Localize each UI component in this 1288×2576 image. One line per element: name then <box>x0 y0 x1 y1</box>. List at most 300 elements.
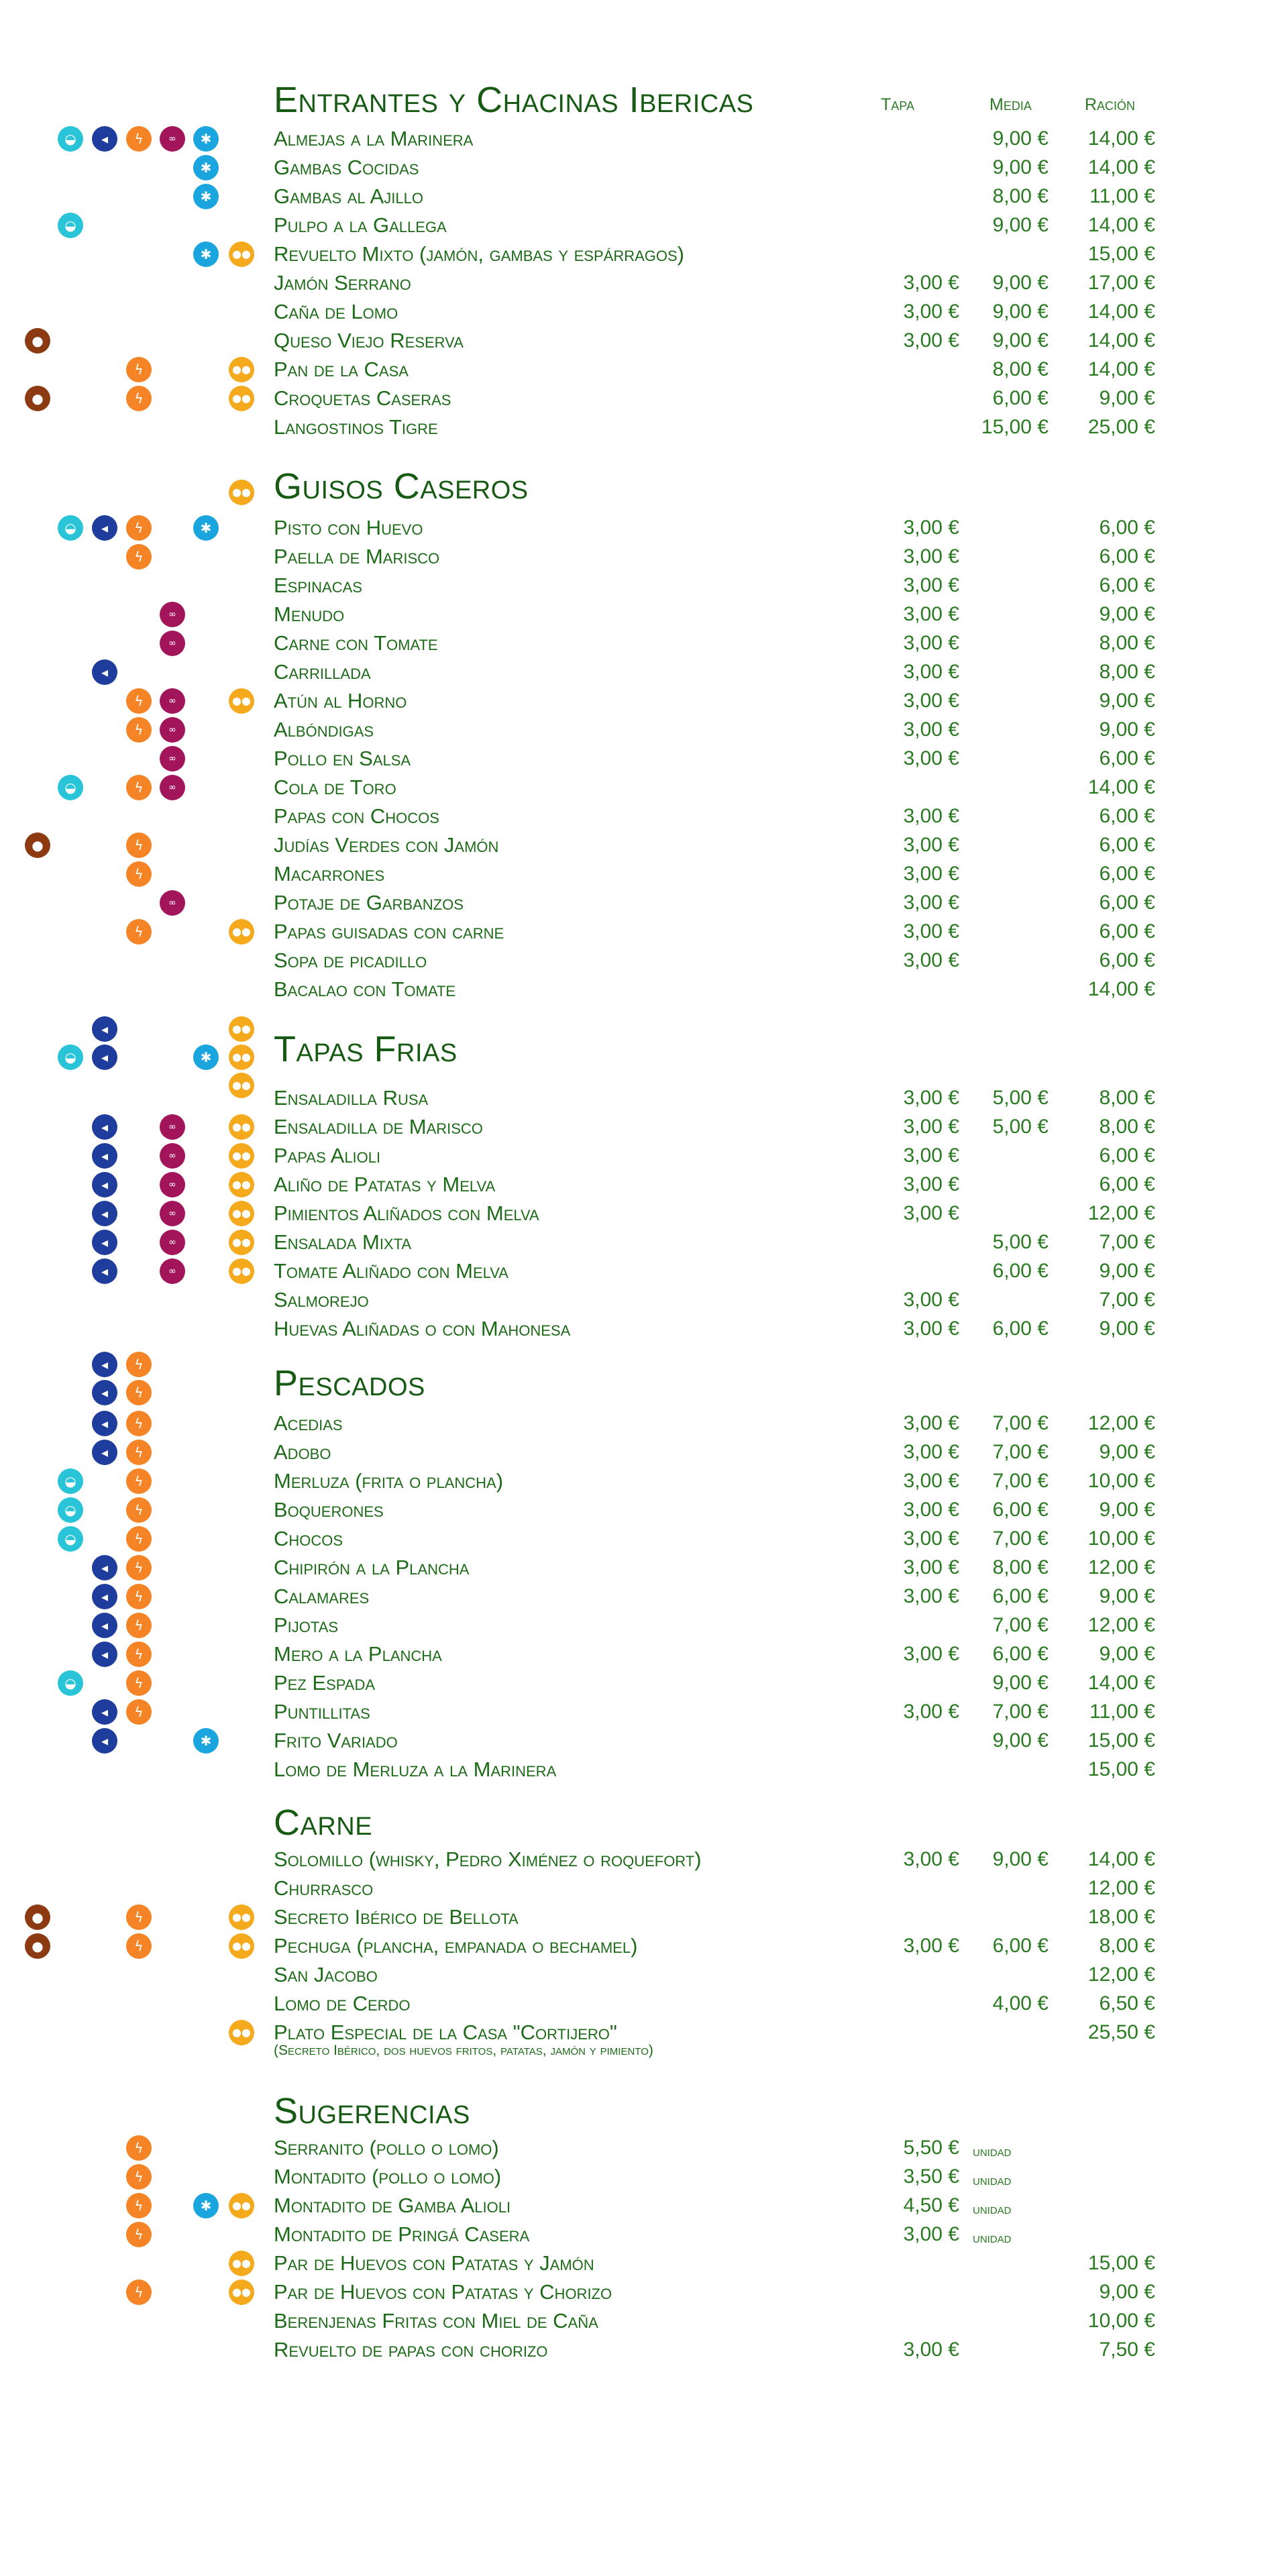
column-header-racion: Ración <box>1085 95 1136 114</box>
item-name: Carrillada <box>274 660 371 684</box>
list-item <box>0 1173 1288 1202</box>
wheat-icon: ϟ <box>126 861 152 887</box>
item-name: Pimientos Aliñados con Melva <box>274 1201 539 1225</box>
sulfites-icon: ∞ <box>160 746 185 771</box>
list-item <box>0 387 1288 416</box>
list-item <box>0 1672 1288 1701</box>
list-item <box>0 1231 1288 1260</box>
nuts-icon: ● <box>25 1933 50 1959</box>
sulfites-icon: ∞ <box>160 1143 185 1169</box>
egg-icon: ●● <box>229 1258 254 1284</box>
crab-icon: ✱ <box>193 1728 219 1754</box>
price-racion: 9,00 € <box>1099 387 1155 409</box>
sulfites-icon: ∞ <box>160 1258 185 1284</box>
item-name: Papas con Chocos <box>274 804 439 828</box>
price-racion: 7,00 € <box>1099 1231 1155 1253</box>
price-media: 8,00 € <box>992 1556 1049 1578</box>
price-racion: 6,00 € <box>1099 1173 1155 1195</box>
egg-icon: ●● <box>229 1143 254 1169</box>
price-racion: 14,00 € <box>1087 214 1155 236</box>
list-item <box>0 1527 1288 1556</box>
fish-icon: ◂ <box>92 1584 117 1609</box>
price-media: 9,00 € <box>992 272 1049 294</box>
wheat-icon: ϟ <box>126 1380 152 1405</box>
price-racion: 6,00 € <box>1099 805 1155 827</box>
section-title: Pescados <box>274 1363 425 1403</box>
price-racion: 7,50 € <box>1099 2339 1155 2361</box>
crab-icon: ✱ <box>193 2193 219 2218</box>
fish-icon: ◂ <box>92 659 117 685</box>
price-racion: 12,00 € <box>1087 1964 1155 1986</box>
item-name: Par de Huevos con Patatas y Chorizo <box>274 2280 612 2304</box>
fish-icon: ◂ <box>92 1642 117 1667</box>
price-racion: 14,00 € <box>1087 156 1155 178</box>
wheat-icon: ϟ <box>126 1642 152 1667</box>
price-racion: 6,00 € <box>1099 834 1155 856</box>
wheat-icon: ϟ <box>126 717 152 743</box>
shell-icon: ◒ <box>58 1468 83 1494</box>
section-title: Sugerencias <box>274 2091 470 2131</box>
sulfites-icon: ∞ <box>160 717 185 743</box>
list-item <box>0 2137 1288 2165</box>
shell-icon: ◒ <box>58 1497 83 1523</box>
price-racion: 6,00 € <box>1099 892 1155 914</box>
egg-icon: ●● <box>229 386 254 411</box>
egg-icon: ●● <box>229 357 254 382</box>
price-racion: 25,50 € <box>1087 2021 1155 2043</box>
list-item <box>0 243 1288 272</box>
item-name: San Jacobo <box>274 1963 378 1986</box>
price-media: 9,00 € <box>992 301 1049 323</box>
price-media: 7,00 € <box>992 1527 1049 1550</box>
sulfites-icon: ∞ <box>160 1230 185 1255</box>
item-name: Lomo de Merluza a la Marinera <box>274 1758 557 1781</box>
price-racion: 17,00 € <box>1087 272 1155 294</box>
item-name: Churrasco <box>274 1876 374 1900</box>
list-item <box>0 805 1288 834</box>
price-racion: 14,00 € <box>1087 1672 1155 1694</box>
price-media: 8,00 € <box>992 185 1049 207</box>
list-item <box>0 185 1288 214</box>
price-tapa: 3,00 € <box>903 661 959 683</box>
shell-icon: ◒ <box>58 515 83 541</box>
price-racion: 12,00 € <box>1087 1877 1155 1899</box>
price-media: 9,00 € <box>992 1848 1049 1870</box>
list-item <box>0 214 1288 243</box>
price-tapa: 3,00 € <box>903 1289 959 1311</box>
wheat-icon: ϟ <box>126 386 152 411</box>
price-racion: 6,00 € <box>1099 747 1155 769</box>
list-item <box>0 1289 1288 1318</box>
list-item <box>0 1992 1288 2021</box>
fish-icon: ◂ <box>92 126 117 152</box>
sulfites-icon: ∞ <box>160 1201 185 1226</box>
list-item <box>0 1758 1288 1787</box>
price-tapa: 3,00 € <box>903 949 959 971</box>
fish-icon: ◂ <box>92 1230 117 1255</box>
list-item <box>0 718 1288 747</box>
wheat-icon: ϟ <box>126 2279 152 2305</box>
price-tapa: 3,00 € <box>903 2223 959 2245</box>
column-header-media: Media <box>989 95 1032 114</box>
section-title: Entrantes y Chacinas Ibericas <box>274 80 754 120</box>
list-item <box>0 920 1288 949</box>
price-unit: unidad <box>973 2202 1012 2217</box>
price-racion: 9,00 € <box>1099 2281 1155 2303</box>
shell-icon: ◒ <box>58 213 83 238</box>
fish-icon: ◂ <box>92 1699 117 1725</box>
list-item <box>0 978 1288 1007</box>
egg-icon: ●● <box>229 1904 254 1930</box>
price-racion: 7,00 € <box>1099 1289 1155 1311</box>
price-racion: 12,00 € <box>1087 1556 1155 1578</box>
item-name: Albóndigas <box>274 718 374 741</box>
list-item <box>0 2223 1288 2252</box>
wheat-icon: ϟ <box>126 2222 152 2247</box>
price-unit: unidad <box>973 2173 1012 2188</box>
price-racion: 9,00 € <box>1099 603 1155 625</box>
fish-icon: ◂ <box>92 1555 117 1580</box>
price-racion: 25,00 € <box>1087 416 1155 438</box>
item-name: Judías Verdes con Jamón <box>274 833 499 857</box>
wheat-icon: ϟ <box>126 126 152 152</box>
egg-icon: ●● <box>229 1073 254 1098</box>
list-item <box>0 892 1288 920</box>
fish-icon: ◂ <box>92 1411 117 1436</box>
sulfites-icon: ∞ <box>160 1114 185 1140</box>
fish-icon: ◂ <box>92 1380 117 1405</box>
wheat-icon: ϟ <box>126 1670 152 1696</box>
item-name: Potaje de Garbanzos <box>274 891 464 914</box>
egg-icon: ●● <box>229 2193 254 2218</box>
price-media: 7,00 € <box>992 1470 1049 1492</box>
item-name: Ensalada Mixta <box>274 1230 412 1254</box>
price-racion: 6,50 € <box>1099 1992 1155 2015</box>
price-tapa: 3,00 € <box>903 1144 959 1167</box>
price-racion: 9,00 € <box>1099 1441 1155 1463</box>
price-tapa: 3,00 € <box>903 1116 959 1138</box>
price-media: 9,00 € <box>992 156 1049 178</box>
price-racion: 14,00 € <box>1087 776 1155 798</box>
shell-icon: ◒ <box>58 126 83 152</box>
item-description: (Secreto Ibérico, dos huevos fritos, patatas, jamón y pimiento) <box>274 2043 653 2058</box>
price-tapa: 3,00 € <box>903 329 959 352</box>
wheat-icon: ϟ <box>126 1526 152 1552</box>
egg-icon: ●● <box>229 480 254 505</box>
column-header-tapa: Tapa <box>881 95 914 114</box>
list-item <box>0 358 1288 387</box>
nuts-icon: ● <box>25 328 50 354</box>
egg-icon: ●● <box>229 688 254 714</box>
price-tapa: 3,00 € <box>903 1701 959 1723</box>
item-name: Serranito (pollo o lomo) <box>274 2136 499 2159</box>
price-tapa: 3,00 € <box>903 1173 959 1195</box>
list-item <box>0 545 1288 574</box>
item-name: Paella de Marisco <box>274 545 440 568</box>
price-racion: 15,00 € <box>1087 243 1155 265</box>
item-name: Bacalao con Tomate <box>274 977 456 1001</box>
wheat-icon: ϟ <box>126 688 152 714</box>
price-racion: 10,00 € <box>1087 1470 1155 1492</box>
wheat-icon: ϟ <box>126 1933 152 1959</box>
crab-icon: ✱ <box>193 515 219 541</box>
egg-icon: ●● <box>229 919 254 945</box>
price-tapa: 3,00 € <box>903 1935 959 1957</box>
fish-icon: ◂ <box>92 1258 117 1284</box>
price-media: 9,00 € <box>992 1672 1049 1694</box>
price-racion: 6,00 € <box>1099 545 1155 568</box>
price-tapa: 3,00 € <box>903 301 959 323</box>
list-item <box>0 1441 1288 1470</box>
price-racion: 9,00 € <box>1099 1318 1155 1340</box>
price-media: 6,00 € <box>992 1935 1049 1957</box>
price-tapa: 3,00 € <box>903 517 959 539</box>
fish-icon: ◂ <box>92 1016 117 1042</box>
price-media: 4,00 € <box>992 1992 1049 2015</box>
item-name: Revuelto de papas con chorizo <box>274 2338 548 2361</box>
item-name: Jamón Serrano <box>274 271 411 294</box>
price-racion: 9,00 € <box>1099 1260 1155 1282</box>
wheat-icon: ϟ <box>126 2193 152 2218</box>
price-tapa: 3,00 € <box>903 1318 959 1340</box>
price-media: 7,00 € <box>992 1412 1049 1434</box>
price-media: 15,00 € <box>981 416 1049 438</box>
shell-icon: ◒ <box>58 1526 83 1552</box>
item-name: Pez Espada <box>274 1671 376 1695</box>
section-title: Guisos Caseros <box>274 466 529 506</box>
fish-icon: ◂ <box>92 1440 117 1465</box>
list-item <box>0 776 1288 805</box>
item-name: Aliño de Patatas y Melva <box>274 1173 496 1196</box>
item-name: Montadito (pollo o lomo) <box>274 2165 502 2188</box>
price-racion: 6,00 € <box>1099 863 1155 885</box>
price-racion: 9,00 € <box>1099 1585 1155 1607</box>
wheat-icon: ϟ <box>126 1904 152 1930</box>
price-tapa: 3,00 € <box>903 545 959 568</box>
item-name: Boquerones <box>274 1498 384 1521</box>
item-name: Solomillo (whisky, Pedro Ximénez o roquefort) <box>274 1847 702 1871</box>
list-item <box>0 272 1288 301</box>
item-name: Huevas Aliñadas o con Mahonesa <box>274 1317 571 1340</box>
item-name: Plato Especial de la Casa "Cortijero" <box>274 2021 617 2044</box>
price-tapa: 4,50 € <box>903 2194 959 2216</box>
item-name: Frito Variado <box>274 1729 398 1752</box>
item-name: Gambas al Ajillo <box>274 184 423 208</box>
price-tapa: 3,00 € <box>903 574 959 596</box>
price-media: 5,00 € <box>992 1116 1049 1138</box>
fish-icon: ◂ <box>92 1143 117 1169</box>
item-name: Pan de la Casa <box>274 358 409 381</box>
price-racion: 10,00 € <box>1087 2310 1155 2332</box>
egg-icon: ●● <box>229 1114 254 1140</box>
list-item <box>0 329 1288 358</box>
price-tapa: 3,00 € <box>903 632 959 654</box>
price-tapa: 3,00 € <box>903 1441 959 1463</box>
fish-icon: ◂ <box>92 1114 117 1140</box>
item-name: Adobo <box>274 1440 331 1464</box>
list-item <box>0 2252 1288 2281</box>
list-item <box>0 2194 1288 2223</box>
price-media: 5,00 € <box>992 1087 1049 1109</box>
price-tapa: 3,00 € <box>903 1087 959 1109</box>
egg-icon: ●● <box>229 2279 254 2305</box>
section-title: Carne <box>274 1803 373 1843</box>
list-item <box>0 2281 1288 2310</box>
wheat-icon: ϟ <box>126 833 152 858</box>
item-name: Espinacas <box>274 574 362 597</box>
item-name: Secreto Ibérico de Bellota <box>274 1905 519 1929</box>
price-racion: 9,00 € <box>1099 1499 1155 1521</box>
item-name: Pijotas <box>274 1613 339 1637</box>
list-item <box>0 1614 1288 1643</box>
fish-icon: ◂ <box>92 1613 117 1638</box>
list-item <box>0 1499 1288 1527</box>
price-racion: 8,00 € <box>1099 1116 1155 1138</box>
item-name: Almejas a la Marinera <box>274 127 474 150</box>
list-item <box>0 2021 1288 2061</box>
list-item <box>0 1906 1288 1935</box>
wheat-icon: ϟ <box>126 1352 152 1377</box>
item-name: Cola de Toro <box>274 775 396 799</box>
price-tapa: 3,00 € <box>903 603 959 625</box>
price-tapa: 3,00 € <box>903 805 959 827</box>
price-racion: 8,00 € <box>1099 1087 1155 1109</box>
list-item <box>0 301 1288 329</box>
price-tapa: 3,00 € <box>903 1470 959 1492</box>
egg-icon: ●● <box>229 1230 254 1255</box>
item-name: Berenjenas Fritas con Miel de Caña <box>274 2309 598 2332</box>
price-tapa: 3,00 € <box>903 892 959 914</box>
item-name: Atún al Horno <box>274 689 407 712</box>
list-item <box>0 416 1288 445</box>
price-media: 6,00 € <box>992 1499 1049 1521</box>
price-tapa: 3,00 € <box>903 272 959 294</box>
price-racion: 15,00 € <box>1087 1758 1155 1780</box>
list-item <box>0 1848 1288 1877</box>
price-racion: 14,00 € <box>1087 1848 1155 1870</box>
item-name: Merluza (frita o plancha) <box>274 1469 504 1493</box>
list-item <box>0 1470 1288 1499</box>
price-media: 7,00 € <box>992 1701 1049 1723</box>
price-racion: 15,00 € <box>1087 2252 1155 2274</box>
item-name: Chocos <box>274 1527 343 1550</box>
list-item <box>0 574 1288 603</box>
price-unit: unidad <box>973 2144 1012 2159</box>
item-name: Carne con Tomate <box>274 631 438 655</box>
price-racion: 11,00 € <box>1089 1701 1155 1723</box>
price-racion: 14,00 € <box>1087 301 1155 323</box>
list-item <box>0 1556 1288 1585</box>
price-racion: 14,00 € <box>1087 127 1155 150</box>
item-name: Montadito de Gamba Alioli <box>274 2194 511 2217</box>
list-item <box>0 1202 1288 1231</box>
price-racion: 12,00 € <box>1087 1614 1155 1636</box>
section-title: Tapas Frias <box>274 1029 458 1069</box>
item-name: Ensaladilla de Marisco <box>274 1115 483 1138</box>
price-tapa: 3,00 € <box>903 747 959 769</box>
egg-icon: ●● <box>229 1172 254 1197</box>
wheat-icon: ϟ <box>126 919 152 945</box>
price-racion: 12,00 € <box>1087 1412 1155 1434</box>
wheat-icon: ϟ <box>126 357 152 382</box>
price-media: 6,00 € <box>992 1260 1049 1282</box>
item-name: Calamares <box>274 1585 370 1608</box>
fish-icon: ◂ <box>92 1172 117 1197</box>
crab-icon: ✱ <box>193 126 219 152</box>
item-name: Queso Viejo Reserva <box>274 329 464 352</box>
price-racion: 9,00 € <box>1099 690 1155 712</box>
wheat-icon: ϟ <box>126 544 152 570</box>
list-item <box>0 127 1288 156</box>
crab-icon: ✱ <box>193 241 219 267</box>
price-racion: 18,00 € <box>1087 1906 1155 1928</box>
item-name: Langostinos Tigre <box>274 415 438 439</box>
list-item <box>0 1964 1288 1992</box>
fish-icon: ◂ <box>92 515 117 541</box>
shell-icon: ◒ <box>58 775 83 800</box>
price-media: 7,00 € <box>992 1614 1049 1636</box>
price-media: 6,00 € <box>992 1585 1049 1607</box>
item-name: Pulpo a la Gallega <box>274 213 447 237</box>
sulfites-icon: ∞ <box>160 602 185 627</box>
egg-icon: ●● <box>229 2020 254 2045</box>
price-tapa: 3,00 € <box>903 1848 959 1870</box>
price-racion: 6,00 € <box>1099 920 1155 943</box>
sulfites-icon: ∞ <box>160 890 185 916</box>
wheat-icon: ϟ <box>126 1468 152 1494</box>
egg-icon: ●● <box>229 241 254 267</box>
price-racion: 6,00 € <box>1099 574 1155 596</box>
sulfites-icon: ∞ <box>160 1172 185 1197</box>
price-racion: 6,00 € <box>1099 517 1155 539</box>
price-media: 9,00 € <box>992 214 1049 236</box>
price-tapa: 3,00 € <box>903 1527 959 1550</box>
item-name: Pechuga (plancha, empanada o bechamel) <box>274 1934 638 1957</box>
price-tapa: 5,50 € <box>903 2137 959 2159</box>
item-name: Papas guisadas con carne <box>274 920 504 943</box>
price-racion: 14,00 € <box>1087 978 1155 1000</box>
fish-icon: ◂ <box>92 1352 117 1377</box>
egg-icon: ●● <box>229 1016 254 1042</box>
item-name: Revuelto Mixto (jamón, gambas y espárragos) <box>274 242 684 266</box>
list-item <box>0 2339 1288 2367</box>
egg-icon: ●● <box>229 1201 254 1226</box>
price-tapa: 3,00 € <box>903 1412 959 1434</box>
price-tapa: 3,00 € <box>903 690 959 712</box>
price-racion: 8,00 € <box>1099 632 1155 654</box>
price-media: 9,00 € <box>992 127 1049 150</box>
item-name: Pisto con Huevo <box>274 516 423 539</box>
item-name: Tomate Aliñado con Melva <box>274 1259 508 1283</box>
list-item <box>0 1585 1288 1614</box>
price-tapa: 3,00 € <box>903 1499 959 1521</box>
item-name: Gambas Cocidas <box>274 156 419 179</box>
crab-icon: ✱ <box>193 155 219 180</box>
wheat-icon: ϟ <box>126 2135 152 2161</box>
price-racion: 12,00 € <box>1087 1202 1155 1224</box>
wheat-icon: ϟ <box>126 1440 152 1465</box>
price-racion: 9,00 € <box>1099 718 1155 741</box>
fish-icon: ◂ <box>92 1728 117 1754</box>
list-item <box>0 632 1288 661</box>
wheat-icon: ϟ <box>126 1584 152 1609</box>
item-name: Chipirón a la Plancha <box>274 1556 470 1579</box>
item-name: Menudo <box>274 602 345 626</box>
price-racion: 8,00 € <box>1099 661 1155 683</box>
price-media: 7,00 € <box>992 1441 1049 1463</box>
price-racion: 14,00 € <box>1087 329 1155 352</box>
crab-icon: ✱ <box>193 1044 219 1070</box>
